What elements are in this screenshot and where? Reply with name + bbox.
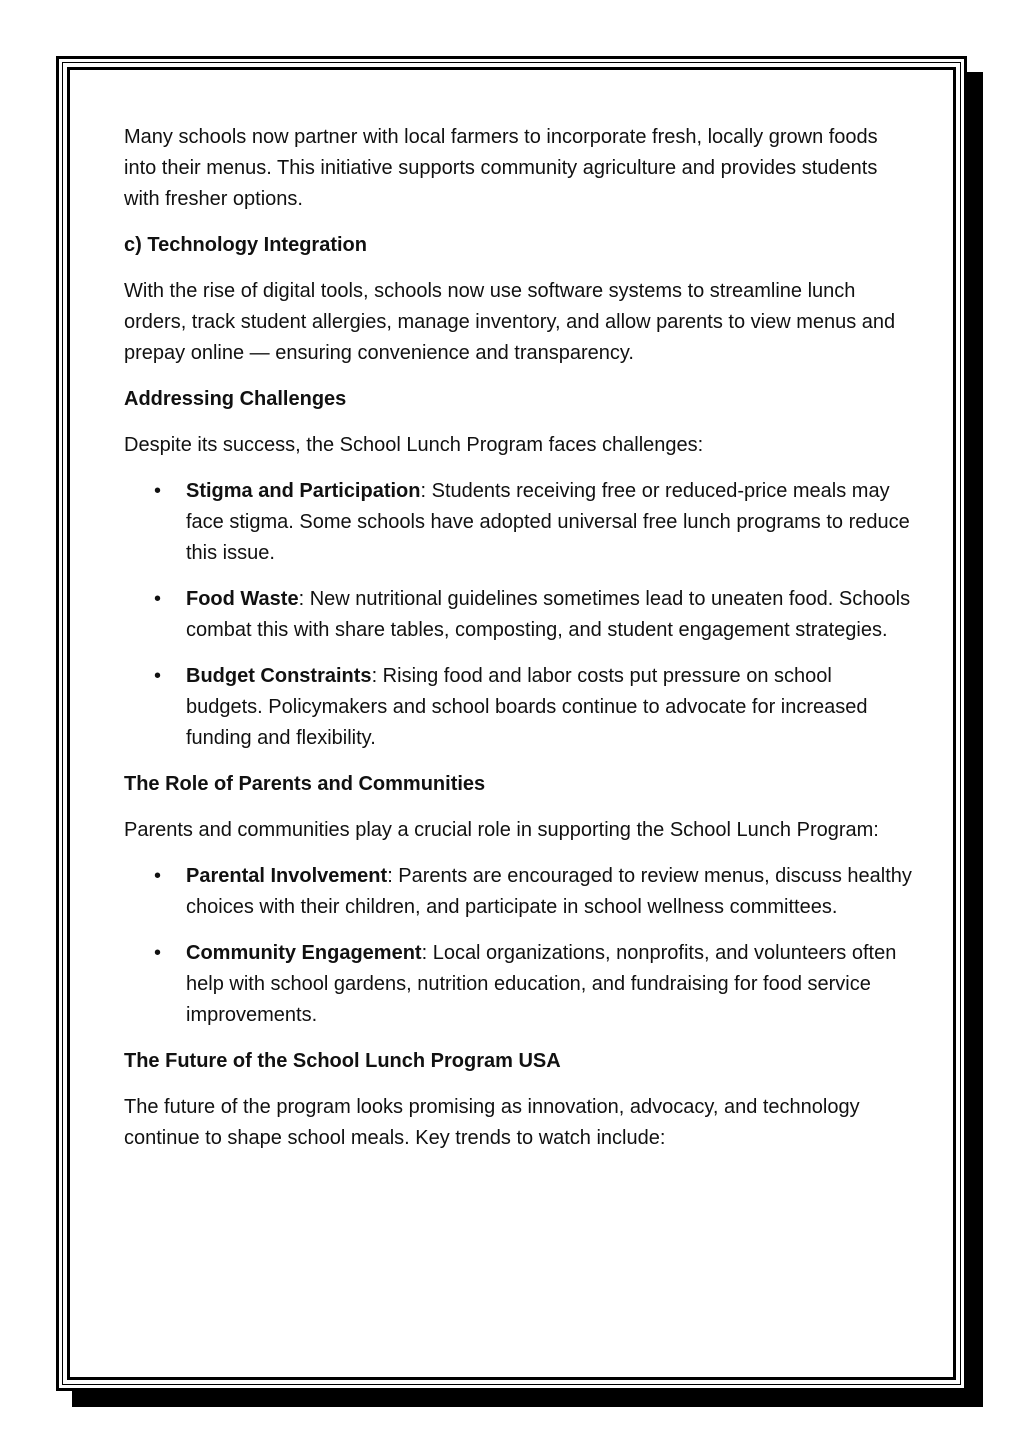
paragraph-technology: With the rise of digital tools, schools now use software systems to streamline lunch orders, track student allergies, manage inventory, and allow parents to view menus and prepay online — ensuring convenience and transparency. [124, 280, 896, 364]
bullet: • [154, 865, 162, 887]
bullet: • [154, 942, 162, 964]
list-item-text: : Local organizations, nonprofits, and volunteers often help with school gardens, nutrition education, and fundraising for food service improvements. [186, 942, 897, 1026]
paragraph-challenges-intro: Despite its success, the School Lunch Program faces challenges: [124, 434, 704, 456]
list-item [124, 584, 914, 646]
heading-technology-integration: c) Technology Integration [124, 234, 367, 256]
heading-parents-communities: The Role of Parents and Communities [124, 773, 486, 795]
bullet: • [154, 588, 162, 610]
paragraph-future: The future of the program looks promising as innovation, advocacy, and technology continue to shape school meals. Key trends to watch include: [124, 1096, 860, 1149]
bullet: • [154, 665, 162, 687]
document-content [124, 122, 914, 1169]
list-item [124, 861, 914, 923]
paragraph-local-farmers: Many schools now partner with local farmers to incorporate fresh, locally grown foods into their menus. This initiative supports community agriculture and provides students with fresher options. [124, 126, 878, 210]
paragraph-parents-intro: Parents and communities play a crucial role in supporting the School Lunch Program: [124, 819, 879, 841]
list-item-term: Parental Involvement [186, 865, 388, 887]
challenges-list [124, 476, 914, 754]
list-item-term: Budget Constraints [186, 665, 372, 687]
parents-list [124, 861, 914, 1031]
list-item-term: Food Waste [186, 588, 299, 610]
list-item-term: Community Engagement [186, 942, 422, 964]
list-item [124, 476, 914, 569]
list-item [124, 661, 914, 754]
heading-future: The Future of the School Lunch Program USA [124, 1050, 561, 1072]
list-item-text: : Rising food and labor costs put pressure on school budgets. Policymakers and school boards continue to advocate for increased funding and flexibility. [186, 665, 868, 749]
list-item-text: : Parents are encouraged to review menus, discuss healthy choices with their children, and participate in school wellness committees. [186, 865, 912, 918]
heading-addressing-challenges: Addressing Challenges [124, 388, 347, 410]
list-item-term: Stigma and Participation [186, 480, 421, 502]
list-item-text: : New nutritional guidelines sometimes lead to uneaten food. Schools combat this with share tables, composting, and student engagement strategies. [186, 588, 911, 641]
list-item-text: : Students receiving free or reduced-price meals may face stigma. Some schools have adopted universal free lunch programs to reduce this issue. [186, 480, 910, 564]
list-item [124, 938, 914, 1031]
bullet: • [154, 480, 162, 502]
